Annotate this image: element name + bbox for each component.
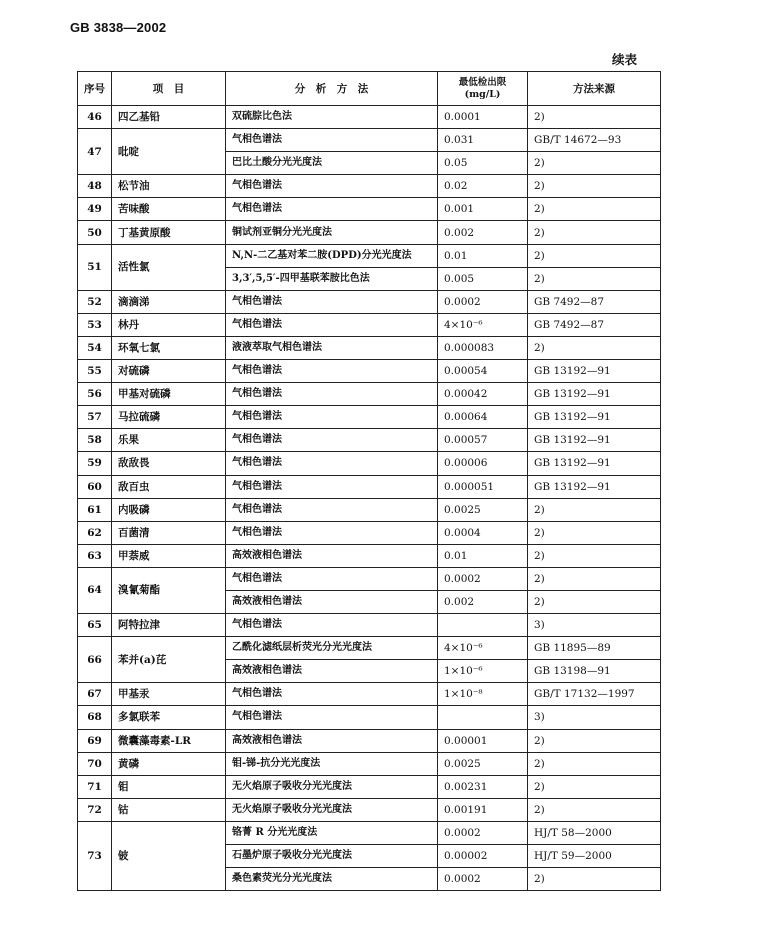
table-header-row [78, 72, 661, 106]
table-row [78, 406, 661, 429]
row-number: 54 [78, 336, 112, 359]
analysis-method: 气相色谱法 [226, 383, 438, 406]
method-source: GB/T 14672—93 [528, 129, 661, 152]
item-name: 甲基汞 [112, 683, 226, 706]
analysis-method: 气相色谱法 [226, 452, 438, 475]
method-source: 2) [528, 868, 661, 891]
item-name: 丁基黄原酸 [112, 221, 226, 244]
analysis-method: 无火焰原子吸收分光光度法 [226, 775, 438, 798]
row-number: 70 [78, 752, 112, 775]
detection-limit: 0.0002 [438, 821, 528, 844]
table-row [78, 567, 661, 590]
analysis-method: 铜试剂亚铜分光光度法 [226, 221, 438, 244]
item-name: 乐果 [112, 429, 226, 452]
detection-limit: 1×10⁻⁶ [438, 660, 528, 683]
item-name: 松节油 [112, 175, 226, 198]
detection-limit [438, 706, 528, 729]
analysis-method: 气相色谱法 [226, 614, 438, 637]
detection-limit: 4×10⁻⁶ [438, 637, 528, 660]
item-name: 百菌清 [112, 521, 226, 544]
analysis-method: 气相色谱法 [226, 706, 438, 729]
item-name: 吡啶 [112, 129, 226, 175]
item-name: 钼 [112, 775, 226, 798]
detection-limit: 0.00001 [438, 729, 528, 752]
table-row [78, 290, 661, 313]
analysis-method: 3,3′,5,5′-四甲基联苯胺比色法 [226, 267, 438, 290]
method-source: GB/T 17132—1997 [528, 683, 661, 706]
table-row [78, 429, 661, 452]
item-name: 内吸磷 [112, 498, 226, 521]
table-row [78, 798, 661, 821]
row-number: 61 [78, 498, 112, 521]
item-name: 滴滴涕 [112, 290, 226, 313]
analysis-method: 高效液相色谱法 [226, 590, 438, 613]
method-source: 2) [528, 544, 661, 567]
method-source: GB 13198—91 [528, 660, 661, 683]
detection-limit: 0.031 [438, 129, 528, 152]
header-source: 方法来源 [528, 72, 661, 106]
table-row [78, 821, 661, 844]
analysis-method: 气相色谱法 [226, 406, 438, 429]
item-name: 林丹 [112, 313, 226, 336]
header-limit-unit: (mg/L) [464, 88, 501, 100]
detection-limit: 0.0002 [438, 290, 528, 313]
row-number: 46 [78, 106, 112, 129]
row-number: 58 [78, 429, 112, 452]
method-source: 2) [528, 198, 661, 221]
table-body [78, 106, 661, 891]
row-number: 50 [78, 221, 112, 244]
method-source: 2) [528, 567, 661, 590]
method-source: 2) [528, 729, 661, 752]
detection-limit: 0.000051 [438, 475, 528, 498]
item-name: 甲基对硫磷 [112, 383, 226, 406]
item-name: 环氧七氯 [112, 336, 226, 359]
row-number: 60 [78, 475, 112, 498]
table-row [78, 129, 661, 152]
analysis-method: 气相色谱法 [226, 567, 438, 590]
item-name: 微囊藻毒素-LR [112, 729, 226, 752]
row-number: 68 [78, 706, 112, 729]
detection-limit: 0.002 [438, 590, 528, 613]
item-name: 对硫磷 [112, 360, 226, 383]
analysis-method: 双硫腙比色法 [226, 106, 438, 129]
detection-limit: 0.005 [438, 267, 528, 290]
table-row [78, 498, 661, 521]
analysis-method: 巴比土酸分光光度法 [226, 152, 438, 175]
method-source: 2) [528, 106, 661, 129]
method-source: 2) [528, 152, 661, 175]
method-source: GB 13192—91 [528, 475, 661, 498]
detection-limit: 0.00057 [438, 429, 528, 452]
table-row [78, 775, 661, 798]
method-source: 2) [528, 498, 661, 521]
detection-limit: 0.002 [438, 221, 528, 244]
detection-limit: 0.00064 [438, 406, 528, 429]
header-limit-label: 最低检出限 [458, 76, 507, 88]
continued-label: 续表 [612, 52, 638, 67]
item-name: 四乙基铅 [112, 106, 226, 129]
detection-limit: 0.01 [438, 244, 528, 267]
detection-limit: 0.000083 [438, 336, 528, 359]
item-name: 多氯联苯 [112, 706, 226, 729]
detection-limit: 0.01 [438, 544, 528, 567]
row-number: 66 [78, 637, 112, 683]
row-number: 48 [78, 175, 112, 198]
analysis-methods-table [77, 71, 661, 891]
method-source: HJ/T 59—2000 [528, 845, 661, 868]
analysis-method: 气相色谱法 [226, 175, 438, 198]
table-row [78, 360, 661, 383]
row-number: 63 [78, 544, 112, 567]
method-source: GB 7492—87 [528, 290, 661, 313]
item-name: 敌百虫 [112, 475, 226, 498]
row-number: 73 [78, 821, 112, 890]
method-source: GB 13192—91 [528, 406, 661, 429]
analysis-method: 气相色谱法 [226, 290, 438, 313]
analysis-method: 气相色谱法 [226, 198, 438, 221]
row-number: 67 [78, 683, 112, 706]
detection-limit: 0.02 [438, 175, 528, 198]
detection-limit: 0.0025 [438, 752, 528, 775]
table-row [78, 729, 661, 752]
method-source: 2) [528, 267, 661, 290]
item-name: 黄磷 [112, 752, 226, 775]
item-name: 铍 [112, 821, 226, 890]
detection-limit: 1×10⁻⁸ [438, 683, 528, 706]
detection-limit: 0.05 [438, 152, 528, 175]
item-name: 甲萘威 [112, 544, 226, 567]
row-number: 59 [78, 452, 112, 475]
method-source: GB 7492—87 [528, 313, 661, 336]
header-no: 序号 [78, 72, 112, 106]
method-source: 3) [528, 706, 661, 729]
analysis-method: 液液萃取气相色谱法 [226, 336, 438, 359]
table-row [78, 106, 661, 129]
analysis-method: 气相色谱法 [226, 429, 438, 452]
item-name: 马拉硫磷 [112, 406, 226, 429]
table-row [78, 175, 661, 198]
analysis-method: 气相色谱法 [226, 360, 438, 383]
detection-limit: 0.00191 [438, 798, 528, 821]
method-source: GB 13192—91 [528, 429, 661, 452]
table-row [78, 521, 661, 544]
table-row [78, 475, 661, 498]
method-source: 2) [528, 336, 661, 359]
item-name: 阿特拉津 [112, 614, 226, 637]
item-name: 敌敌畏 [112, 452, 226, 475]
method-source: 2) [528, 221, 661, 244]
table-row [78, 683, 661, 706]
analysis-method: 无火焰原子吸收分光光度法 [226, 798, 438, 821]
standard-code: GB 3838—2002 [70, 20, 167, 35]
table-row [78, 221, 661, 244]
analysis-method: 钼-锑-抗分光光度法 [226, 752, 438, 775]
method-source: GB 13192—91 [528, 360, 661, 383]
detection-limit: 0.0004 [438, 521, 528, 544]
method-source: 2) [528, 752, 661, 775]
table-row [78, 706, 661, 729]
analysis-method: 高效液相色谱法 [226, 660, 438, 683]
item-name: 钴 [112, 798, 226, 821]
detection-limit: 0.00002 [438, 845, 528, 868]
analysis-method: 气相色谱法 [226, 129, 438, 152]
row-number: 57 [78, 406, 112, 429]
table-row [78, 752, 661, 775]
method-source: GB 13192—91 [528, 383, 661, 406]
item-name: 苦味酸 [112, 198, 226, 221]
analysis-method: 气相色谱法 [226, 498, 438, 521]
method-source: 2) [528, 590, 661, 613]
detection-limit: 0.00054 [438, 360, 528, 383]
row-number: 53 [78, 313, 112, 336]
analysis-method: 高效液相色谱法 [226, 544, 438, 567]
row-number: 56 [78, 383, 112, 406]
detection-limit: 0.0002 [438, 567, 528, 590]
table-row [78, 198, 661, 221]
detection-limit: 0.00042 [438, 383, 528, 406]
analysis-method: 铬菁 R 分光光度法 [226, 821, 438, 844]
analysis-method: 石墨炉原子吸收分光光度法 [226, 845, 438, 868]
table-row [78, 313, 661, 336]
row-number: 49 [78, 198, 112, 221]
method-source: 2) [528, 521, 661, 544]
row-number: 64 [78, 567, 112, 613]
table-row [78, 336, 661, 359]
method-source: 2) [528, 244, 661, 267]
analysis-method: 高效液相色谱法 [226, 729, 438, 752]
table-row [78, 244, 661, 267]
method-source: HJ/T 58—2000 [528, 821, 661, 844]
table-row [78, 614, 661, 637]
row-number: 65 [78, 614, 112, 637]
analysis-method: 气相色谱法 [226, 313, 438, 336]
analysis-method: 气相色谱法 [226, 683, 438, 706]
row-number: 71 [78, 775, 112, 798]
detection-limit: 0.0025 [438, 498, 528, 521]
analysis-method: 桑色素荧光分光光度法 [226, 868, 438, 891]
detection-limit: 0.0002 [438, 868, 528, 891]
row-number: 51 [78, 244, 112, 290]
detection-limit [438, 614, 528, 637]
detection-limit: 0.00231 [438, 775, 528, 798]
analysis-method: N,N-二乙基对苯二胺(DPD)分光光度法 [226, 244, 438, 267]
table-row [78, 452, 661, 475]
item-name: 苯并(a)芘 [112, 637, 226, 683]
analysis-method: 气相色谱法 [226, 475, 438, 498]
row-number: 47 [78, 129, 112, 175]
analysis-method: 气相色谱法 [226, 521, 438, 544]
detection-limit: 0.001 [438, 198, 528, 221]
table-row [78, 637, 661, 660]
row-number: 62 [78, 521, 112, 544]
header-limit [438, 72, 528, 106]
row-number: 72 [78, 798, 112, 821]
method-source: GB 11895—89 [528, 637, 661, 660]
detection-limit: 0.00006 [438, 452, 528, 475]
method-source: 2) [528, 175, 661, 198]
row-number: 52 [78, 290, 112, 313]
table-row [78, 544, 661, 567]
method-source: 3) [528, 614, 661, 637]
analysis-method: 乙酰化滤纸层析荧光分光光度法 [226, 637, 438, 660]
method-source: 2) [528, 775, 661, 798]
method-source: 2) [528, 798, 661, 821]
table-row [78, 383, 661, 406]
item-name: 溴氰菊酯 [112, 567, 226, 613]
detection-limit: 4×10⁻⁶ [438, 313, 528, 336]
method-source: GB 13192—91 [528, 452, 661, 475]
item-name: 活性氯 [112, 244, 226, 290]
header-method: 分 析 方 法 [226, 72, 438, 106]
row-number: 69 [78, 729, 112, 752]
row-number: 55 [78, 360, 112, 383]
header-item: 项 目 [112, 72, 226, 106]
detection-limit: 0.0001 [438, 106, 528, 129]
